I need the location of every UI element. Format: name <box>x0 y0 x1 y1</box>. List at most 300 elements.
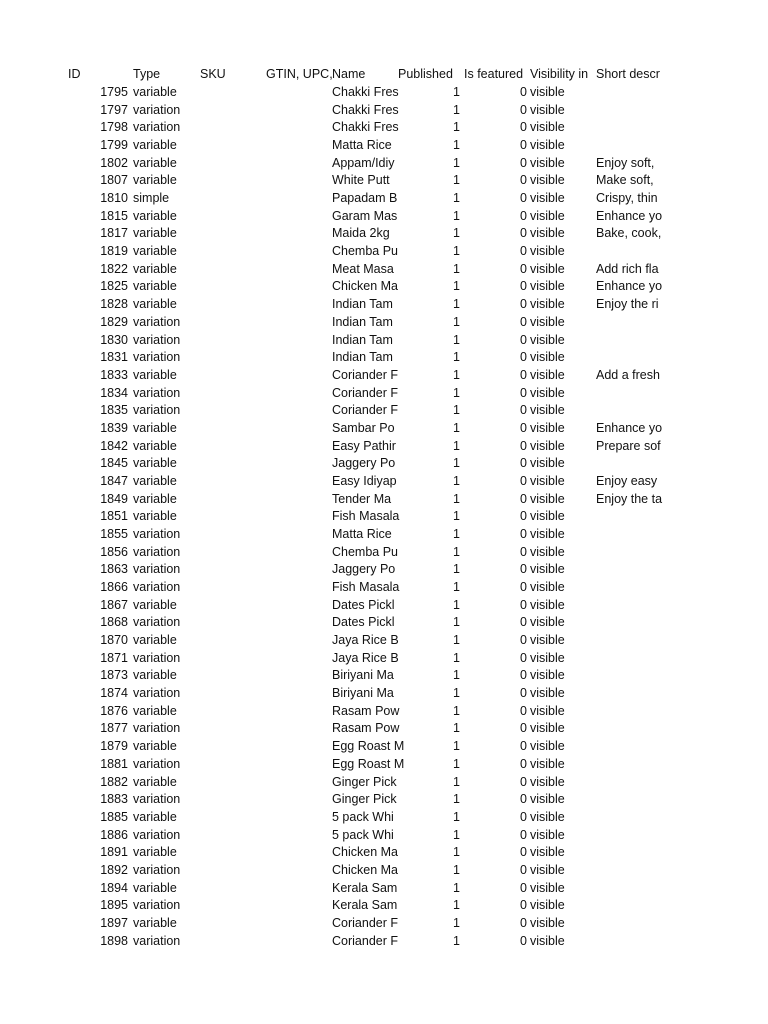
table-row <box>0 790 768 808</box>
cell-short-description <box>596 773 660 791</box>
table-row <box>0 773 768 791</box>
cell-short-description <box>596 348 660 366</box>
cell-type: variation <box>133 350 181 365</box>
cell-is-featured: 0 <box>520 809 527 824</box>
cell-sku <box>200 118 264 136</box>
cell-name: Dates Pickl <box>332 615 395 630</box>
cell-name: Kerala Sam <box>332 898 398 913</box>
table-row <box>0 348 768 366</box>
cell-is-featured: 0 <box>520 191 527 206</box>
cell-name: Chicken Ma <box>332 862 398 877</box>
cell-sku <box>200 419 264 437</box>
cell-is-featured: 0 <box>520 85 527 99</box>
cell-id: 1897 <box>100 915 128 930</box>
cell-name: Jaya Rice B <box>332 650 399 665</box>
cell-sku <box>200 171 264 189</box>
cell-visibility: visible <box>530 438 565 453</box>
cell-is-featured: 0 <box>520 155 527 170</box>
cell-short-description <box>596 843 660 861</box>
cell-short-description <box>596 896 660 914</box>
cell-id: 1831 <box>100 350 128 365</box>
table-row <box>0 719 768 737</box>
cell-visibility: visible <box>530 686 565 701</box>
cell-short-description <box>596 313 660 331</box>
cell-id: 1870 <box>100 633 128 648</box>
table-row <box>0 401 768 419</box>
cell-name: Chemba Pu <box>332 244 399 259</box>
table-row <box>0 613 768 631</box>
cell-visibility: visible <box>530 580 565 595</box>
cell-published: 1 <box>453 120 460 135</box>
cell-type: variation <box>133 332 181 347</box>
cell-name: Fish Masala <box>332 580 400 595</box>
cell-published: 1 <box>453 138 460 153</box>
cell-short-description <box>596 932 660 950</box>
cell-sku <box>200 914 264 932</box>
cell-gtin <box>266 631 330 649</box>
table-row <box>0 666 768 684</box>
cell-gtin <box>266 472 330 490</box>
cell-published: 1 <box>453 456 460 471</box>
cell-visibility: visible <box>530 597 565 612</box>
cell-type: variation <box>133 527 181 541</box>
cell-published: 1 <box>453 898 460 913</box>
cell-sku <box>200 613 264 631</box>
cell-id: 1873 <box>100 668 128 683</box>
cell-gtin <box>266 684 330 702</box>
table-row <box>0 826 768 844</box>
cell-is-featured: 0 <box>520 491 527 506</box>
cell-is-featured: 0 <box>520 456 527 471</box>
table-row <box>0 224 768 242</box>
cell-visibility: visible <box>530 562 565 577</box>
cell-is-featured: 0 <box>520 120 527 135</box>
cell-type: variation <box>133 544 181 559</box>
cell-visibility: visible <box>530 845 565 860</box>
cell-short-description <box>596 684 660 702</box>
table-row <box>0 932 768 950</box>
cell-id: 1845 <box>100 456 128 471</box>
cell-type: variable <box>133 880 177 895</box>
cell-published: 1 <box>453 686 460 701</box>
cell-gtin <box>266 83 330 101</box>
cell-short-description <box>596 649 660 667</box>
cell-visibility: visible <box>530 85 565 99</box>
cell-is-featured: 0 <box>520 580 527 595</box>
cell-name: Chakki Fres <box>332 120 399 135</box>
cell-short-description <box>596 83 660 101</box>
cell-sku <box>200 560 264 578</box>
cell-published: 1 <box>453 509 460 524</box>
cell-short-description <box>596 384 660 402</box>
cell-sku <box>200 684 264 702</box>
cell-is-featured: 0 <box>520 509 527 524</box>
cell-is-featured: 0 <box>520 792 527 807</box>
cell-short-description <box>596 826 660 844</box>
cell-short-description: Enjoy soft, <box>596 155 655 170</box>
cell-short-description <box>596 790 660 808</box>
cell-sku <box>200 313 264 331</box>
cell-is-featured: 0 <box>520 261 527 276</box>
cell-visibility: visible <box>530 244 565 259</box>
cell-id: 1828 <box>100 297 128 312</box>
cell-visibility: visible <box>530 226 565 241</box>
cell-is-featured: 0 <box>520 915 527 930</box>
table-row <box>0 437 768 455</box>
table-row <box>0 384 768 402</box>
cell-type: variable <box>133 809 177 824</box>
cell-type: variation <box>133 898 181 913</box>
cell-sku <box>200 189 264 207</box>
cell-is-featured: 0 <box>520 739 527 754</box>
cell-type: variation <box>133 792 181 807</box>
cell-visibility: visible <box>530 721 565 736</box>
cell-name: Coriander F <box>332 367 398 382</box>
table-row <box>0 861 768 879</box>
cell-gtin <box>266 578 330 596</box>
cell-is-featured: 0 <box>520 367 527 382</box>
cell-id: 1895 <box>100 898 128 913</box>
cell-sku <box>200 896 264 914</box>
cell-name: Chicken Ma <box>332 845 398 860</box>
cell-is-featured: 0 <box>520 845 527 860</box>
cell-id: 1885 <box>100 809 128 824</box>
cell-id: 1877 <box>100 721 128 736</box>
cell-name: Sambar Po <box>332 420 395 435</box>
cell-name: Indian Tam <box>332 314 393 329</box>
cell-published: 1 <box>453 756 460 771</box>
cell-type: variable <box>133 261 177 276</box>
table-row <box>0 472 768 490</box>
cell-visibility: visible <box>530 827 565 842</box>
cell-gtin <box>266 790 330 808</box>
cell-short-description <box>596 613 660 631</box>
cell-visibility: visible <box>530 633 565 648</box>
header-name: Name <box>332 67 366 81</box>
cell-published: 1 <box>453 367 460 382</box>
cell-sku <box>200 242 264 260</box>
cell-short-description <box>596 861 660 879</box>
cell-gtin <box>266 207 330 225</box>
cell-short-description: Enjoy the ta <box>596 491 663 506</box>
cell-type: variable <box>133 173 177 188</box>
cell-id: 1855 <box>100 527 128 541</box>
cell-short-description <box>596 666 660 684</box>
cell-gtin <box>266 755 330 773</box>
cell-gtin <box>266 242 330 260</box>
cell-visibility: visible <box>530 297 565 312</box>
cell-gtin <box>266 277 330 295</box>
cell-gtin <box>266 525 330 543</box>
cell-name: Kerala Sam <box>332 880 398 895</box>
cell-is-featured: 0 <box>520 226 527 241</box>
table-row <box>0 189 768 207</box>
cell-gtin <box>266 808 330 826</box>
cell-published: 1 <box>453 544 460 559</box>
cell-gtin <box>266 826 330 844</box>
cell-published: 1 <box>453 703 460 718</box>
header-gtin: GTIN, UPC, <box>266 67 333 81</box>
cell-published: 1 <box>453 102 460 117</box>
cell-published: 1 <box>453 297 460 312</box>
cell-is-featured: 0 <box>520 279 527 294</box>
cell-type: variation <box>133 933 181 948</box>
cell-type: variable <box>133 226 177 241</box>
cell-sku <box>200 879 264 897</box>
cell-visibility: visible <box>530 332 565 347</box>
cell-name: Jaya Rice B <box>332 633 399 648</box>
cell-is-featured: 0 <box>520 721 527 736</box>
cell-published: 1 <box>453 173 460 188</box>
cell-gtin <box>266 401 330 419</box>
table-row <box>0 843 768 861</box>
cell-type: variation <box>133 650 181 665</box>
cell-type: variation <box>133 120 181 135</box>
cell-gtin <box>266 313 330 331</box>
cell-type: variation <box>133 580 181 595</box>
cell-type: variation <box>133 403 181 418</box>
cell-name: Dates Pickl <box>332 597 395 612</box>
cell-is-featured: 0 <box>520 297 527 312</box>
cell-id: 1871 <box>100 650 128 665</box>
table-row <box>0 631 768 649</box>
cell-gtin <box>266 118 330 136</box>
cell-gtin <box>266 560 330 578</box>
cell-gtin <box>266 171 330 189</box>
cell-published: 1 <box>453 279 460 294</box>
cell-sku <box>200 472 264 490</box>
cell-visibility: visible <box>530 739 565 754</box>
cell-visibility: visible <box>530 491 565 506</box>
cell-sku <box>200 861 264 879</box>
cell-type: variable <box>133 491 177 506</box>
cell-short-description <box>596 507 660 525</box>
cell-id: 1886 <box>100 827 128 842</box>
cell-is-featured: 0 <box>520 544 527 559</box>
cell-sku <box>200 207 264 225</box>
cell-short-description <box>596 401 660 419</box>
cell-visibility: visible <box>530 261 565 276</box>
cell-visibility: visible <box>530 703 565 718</box>
cell-sku <box>200 83 264 101</box>
cell-type: variable <box>133 244 177 259</box>
cell-name: Biriyani Ma <box>332 686 394 701</box>
cell-visibility: visible <box>530 756 565 771</box>
cell-visibility: visible <box>530 809 565 824</box>
cell-type: variable <box>133 473 177 488</box>
header-is-featured: Is featured <box>464 67 524 81</box>
cell-sku <box>200 507 264 525</box>
cell-type: variable <box>133 155 177 170</box>
cell-short-description <box>596 596 660 614</box>
cell-gtin <box>266 101 330 119</box>
cell-sku <box>200 808 264 826</box>
cell-gtin <box>266 366 330 384</box>
header-type: Type <box>133 67 161 81</box>
cell-gtin <box>266 773 330 791</box>
cell-id: 1842 <box>100 438 128 453</box>
cell-is-featured: 0 <box>520 597 527 612</box>
cell-name: Rasam Pow <box>332 703 400 718</box>
cell-published: 1 <box>453 933 460 948</box>
cell-type: variation <box>133 385 181 400</box>
table-row <box>0 118 768 136</box>
cell-gtin <box>266 719 330 737</box>
cell-visibility: visible <box>530 774 565 789</box>
table-row <box>0 507 768 525</box>
table-row <box>0 171 768 189</box>
cell-is-featured: 0 <box>520 703 527 718</box>
cell-short-description <box>596 101 660 119</box>
cell-published: 1 <box>453 473 460 488</box>
cell-visibility: visible <box>530 668 565 683</box>
cell-gtin <box>266 490 330 508</box>
cell-short-description <box>596 136 660 154</box>
cell-type: variable <box>133 438 177 453</box>
cell-type: variable <box>133 297 177 312</box>
cell-published: 1 <box>453 191 460 206</box>
cell-published: 1 <box>453 633 460 648</box>
cell-short-description <box>596 631 660 649</box>
cell-is-featured: 0 <box>520 208 527 223</box>
table-row <box>0 649 768 667</box>
cell-name: 5 pack Whi <box>332 827 394 842</box>
cell-short-description <box>596 560 660 578</box>
cell-name: Coriander F <box>332 403 398 418</box>
cell-sku <box>200 277 264 295</box>
cell-visibility: visible <box>530 314 565 329</box>
cell-visibility: visible <box>530 403 565 418</box>
cell-id: 1883 <box>100 792 128 807</box>
cell-id: 1856 <box>100 544 128 559</box>
cell-sku <box>200 773 264 791</box>
cell-visibility: visible <box>530 138 565 153</box>
cell-sku <box>200 578 264 596</box>
cell-name: Easy Pathir <box>332 438 396 453</box>
cell-name: Papadam B <box>332 191 398 206</box>
cell-type: variation <box>133 827 181 842</box>
cell-name: Egg Roast M <box>332 756 405 771</box>
cell-name: Easy Idiyap <box>332 473 397 488</box>
cell-name: Chakki Fres <box>332 102 399 117</box>
cell-short-description: Prepare sof <box>596 438 661 453</box>
table-row <box>0 490 768 508</box>
cell-type: variable <box>133 845 177 860</box>
cell-id: 1798 <box>100 120 128 135</box>
cell-id: 1892 <box>100 862 128 877</box>
cell-sku <box>200 224 264 242</box>
table-row <box>0 684 768 702</box>
cell-published: 1 <box>453 774 460 789</box>
cell-visibility: visible <box>530 862 565 877</box>
cell-published: 1 <box>453 332 460 347</box>
table-row <box>0 525 768 543</box>
cell-id: 1894 <box>100 880 128 895</box>
cell-type: variation <box>133 686 181 701</box>
table-row <box>0 295 768 313</box>
cell-visibility: visible <box>530 792 565 807</box>
cell-sku <box>200 543 264 561</box>
cell-type: variable <box>133 668 177 683</box>
cell-published: 1 <box>453 721 460 736</box>
cell-name: Rasam Pow <box>332 721 400 736</box>
table-row <box>0 136 768 154</box>
cell-type: simple <box>133 191 170 206</box>
cell-name: Meat Masa <box>332 261 394 276</box>
cell-published: 1 <box>453 668 460 683</box>
cell-sku <box>200 101 264 119</box>
header-short-description: Short descr <box>596 67 660 81</box>
cell-published: 1 <box>453 580 460 595</box>
cell-visibility: visible <box>530 509 565 524</box>
cell-published: 1 <box>453 650 460 665</box>
cell-id: 1835 <box>100 403 128 418</box>
cell-gtin <box>266 454 330 472</box>
cell-published: 1 <box>453 527 460 541</box>
cell-published: 1 <box>453 491 460 506</box>
cell-visibility: visible <box>530 385 565 400</box>
cell-short-description: Enjoy easy <box>596 473 658 488</box>
cell-short-description <box>596 914 660 932</box>
cell-sku <box>200 401 264 419</box>
cell-type: variable <box>133 597 177 612</box>
cell-visibility: visible <box>530 880 565 895</box>
cell-id: 1807 <box>100 173 128 188</box>
cell-is-featured: 0 <box>520 898 527 913</box>
cell-published: 1 <box>453 314 460 329</box>
cell-name: Ginger Pick <box>332 774 397 789</box>
cell-id: 1797 <box>100 102 128 117</box>
cell-visibility: visible <box>530 544 565 559</box>
cell-gtin <box>266 737 330 755</box>
cell-is-featured: 0 <box>520 562 527 577</box>
cell-id: 1898 <box>100 933 128 948</box>
cell-type: variable <box>133 279 177 294</box>
cell-id: 1830 <box>100 332 128 347</box>
cell-is-featured: 0 <box>520 650 527 665</box>
cell-is-featured: 0 <box>520 880 527 895</box>
cell-short-description <box>596 755 660 773</box>
cell-is-featured: 0 <box>520 173 527 188</box>
cell-visibility: visible <box>530 915 565 930</box>
cell-sku <box>200 136 264 154</box>
cell-visibility: visible <box>530 650 565 665</box>
cell-published: 1 <box>453 350 460 365</box>
cell-sku <box>200 790 264 808</box>
cell-visibility: visible <box>530 350 565 365</box>
cell-short-description: Enjoy the ri <box>596 297 659 312</box>
cell-short-description <box>596 242 660 260</box>
cell-name: Jaggery Po <box>332 562 396 577</box>
cell-id: 1876 <box>100 703 128 718</box>
table-row <box>0 154 768 172</box>
cell-is-featured: 0 <box>520 385 527 400</box>
cell-gtin <box>266 843 330 861</box>
cell-type: variable <box>133 633 177 648</box>
cell-is-featured: 0 <box>520 420 527 435</box>
cell-published: 1 <box>453 85 460 99</box>
table-row <box>0 914 768 932</box>
cell-id: 1833 <box>100 367 128 382</box>
cell-short-description: Bake, cook, <box>596 226 662 241</box>
cell-is-featured: 0 <box>520 668 527 683</box>
cell-visibility: visible <box>530 367 565 382</box>
cell-gtin <box>266 384 330 402</box>
cell-sku <box>200 437 264 455</box>
cell-name: Biriyani Ma <box>332 668 394 683</box>
table-row <box>0 596 768 614</box>
cell-published: 1 <box>453 208 460 223</box>
